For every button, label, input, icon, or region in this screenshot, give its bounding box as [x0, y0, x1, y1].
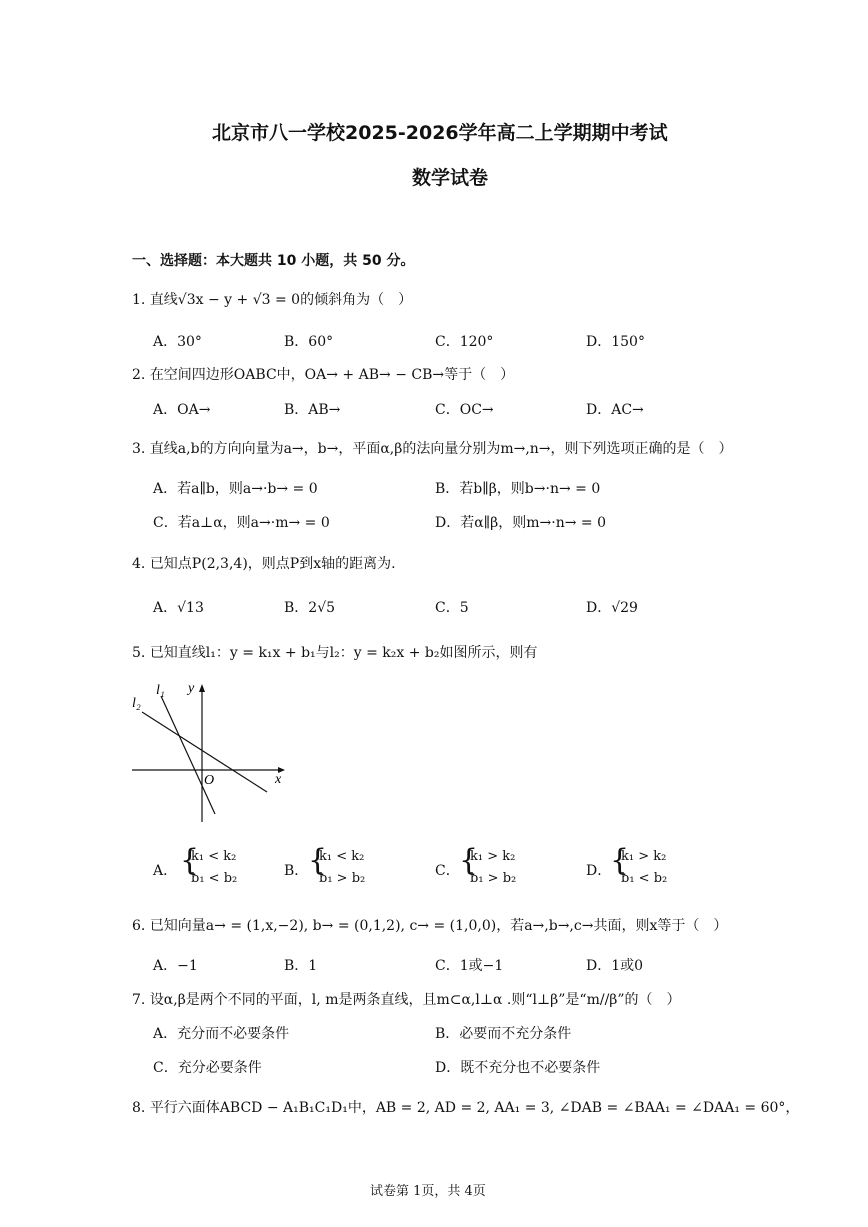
option-d: D．既不充分也不必要条件: [435, 1060, 601, 1076]
question-number: 2.: [132, 367, 146, 383]
label-l1: l₁: [156, 683, 165, 698]
option-d-letter: D．: [586, 863, 612, 879]
question-3: [132, 438, 733, 458]
option-c-letter: C．: [435, 863, 460, 879]
question-7: [132, 989, 681, 1009]
option-c-line1: k₁ > k₂: [470, 849, 516, 864]
question-number: 1.: [132, 292, 146, 308]
option-b: B．2√5: [284, 600, 336, 616]
option-b: B．60°: [284, 334, 334, 350]
question-4: [132, 553, 396, 573]
option-b-line2: b₁ > b₂: [319, 871, 366, 886]
option-c: C．充分必要条件: [153, 1060, 262, 1076]
question-6: [132, 915, 727, 935]
option-c: C．OC→: [435, 402, 494, 418]
option-d-line2: b₁ < b₂: [621, 871, 668, 886]
brace-b: {: [308, 843, 328, 878]
option-c: C．若a⊥α，则a→·m→ = 0: [153, 515, 330, 531]
exam-title: 北京市八一学校2025-2026学年高二上学期期中考试: [212, 122, 668, 144]
option-a-line1: k₁ < k₂: [191, 849, 237, 864]
option-b: B．1: [284, 958, 318, 974]
option-d: D．√29: [586, 600, 638, 616]
question-text: 在空间四边形OABC中，OA→ + AB→ − CB→等于（ ）: [149, 367, 515, 383]
option-d: D．AC→: [586, 402, 644, 418]
option-c: C．120°: [435, 334, 494, 350]
option-b: B．若b∥β，则b→·n→ = 0: [435, 481, 601, 497]
question-number: 4.: [132, 556, 146, 572]
question-2: [132, 364, 514, 384]
question-number: 6.: [132, 918, 146, 934]
question-text: 直线√3x − y + √3 = 0的倾斜角为（ ）: [149, 292, 413, 308]
option-a-line2: b₁ < b₂: [191, 871, 238, 886]
question-number: 7.: [132, 992, 146, 1008]
question-text: 已知点P(2,3,4)，则点P到x轴的距离为.: [149, 556, 396, 572]
brace-d: {: [610, 843, 630, 878]
brace-c: {: [459, 843, 479, 878]
label-l2: l₂: [132, 696, 141, 711]
line-l1: [161, 696, 215, 814]
question-text: 平行六面体ABCD − A₁B₁C₁D₁中，AB = 2, AD = 2, AA₁ = 3, ∠DAB = ∠BAA₁ = ∠DAA₁ = 60°，: [149, 1100, 800, 1116]
option-b: B．必要而不充分条件: [435, 1026, 572, 1042]
option-b-line1: k₁ < k₂: [319, 849, 365, 864]
option-d: D．1或0: [586, 958, 644, 974]
section-heading: 一、选择题：本大题共 10 小题，共 50 分。: [132, 253, 415, 269]
label-origin: O: [204, 773, 215, 788]
question-5: [132, 642, 537, 662]
option-a: A．30°: [153, 334, 202, 350]
question-number: 5.: [132, 645, 146, 661]
lines-figure: [125, 672, 300, 832]
option-a: A．充分而不必要条件: [153, 1026, 290, 1042]
option-d: D．若α∥β，则m→·n→ = 0: [435, 515, 606, 531]
question-1: [132, 289, 412, 309]
option-c: C．1或−1: [435, 958, 504, 974]
question-8: [132, 1097, 799, 1117]
question-text: 已知直线l₁：y = k₁x + b₁与l₂：y = k₂x + b₂如图所示，则有: [149, 645, 538, 661]
option-a: A．√13: [153, 600, 204, 616]
page-footer: 试卷第 1页，共 4页: [370, 1184, 486, 1199]
question-text: 直线a,b的方向向量为a→，b→，平面α,β的法向量分别为m→,n→，则下列选项正确的是（ ）: [149, 441, 733, 457]
y-axis-arrow: [199, 684, 205, 692]
option-a-letter: A．: [153, 863, 178, 879]
option-c: C．5: [435, 600, 469, 616]
label-x: x: [275, 772, 282, 787]
exam-subtitle: 数学试卷: [412, 167, 489, 189]
option-c-line2: b₁ > b₂: [470, 871, 517, 886]
option-b: B．AB→: [284, 402, 341, 418]
question-text: 设α,β是两个不同的平面，l, m是两条直线，且m⊂α,l⊥α .则“l⊥β”是“m//β”的（ ）: [149, 992, 681, 1008]
brace-a: {: [180, 843, 200, 878]
option-a: A．−1: [153, 958, 198, 974]
option-a: A．若a∥b，则a→·b→ = 0: [153, 481, 318, 497]
option-d: D．150°: [586, 334, 645, 350]
question-text: 已知向量a→ = (1,x,−2), b→ = (0,1,2), c→ = (1,0,0)，若a→,b→,c→共面，则x等于（ ）: [149, 918, 728, 934]
question-number: 8.: [132, 1100, 146, 1116]
question-number: 3.: [132, 441, 146, 457]
option-b-letter: B．: [284, 863, 309, 879]
label-y: y: [188, 681, 195, 696]
option-d-line1: k₁ > k₂: [621, 849, 667, 864]
option-a: A．OA→: [153, 402, 211, 418]
